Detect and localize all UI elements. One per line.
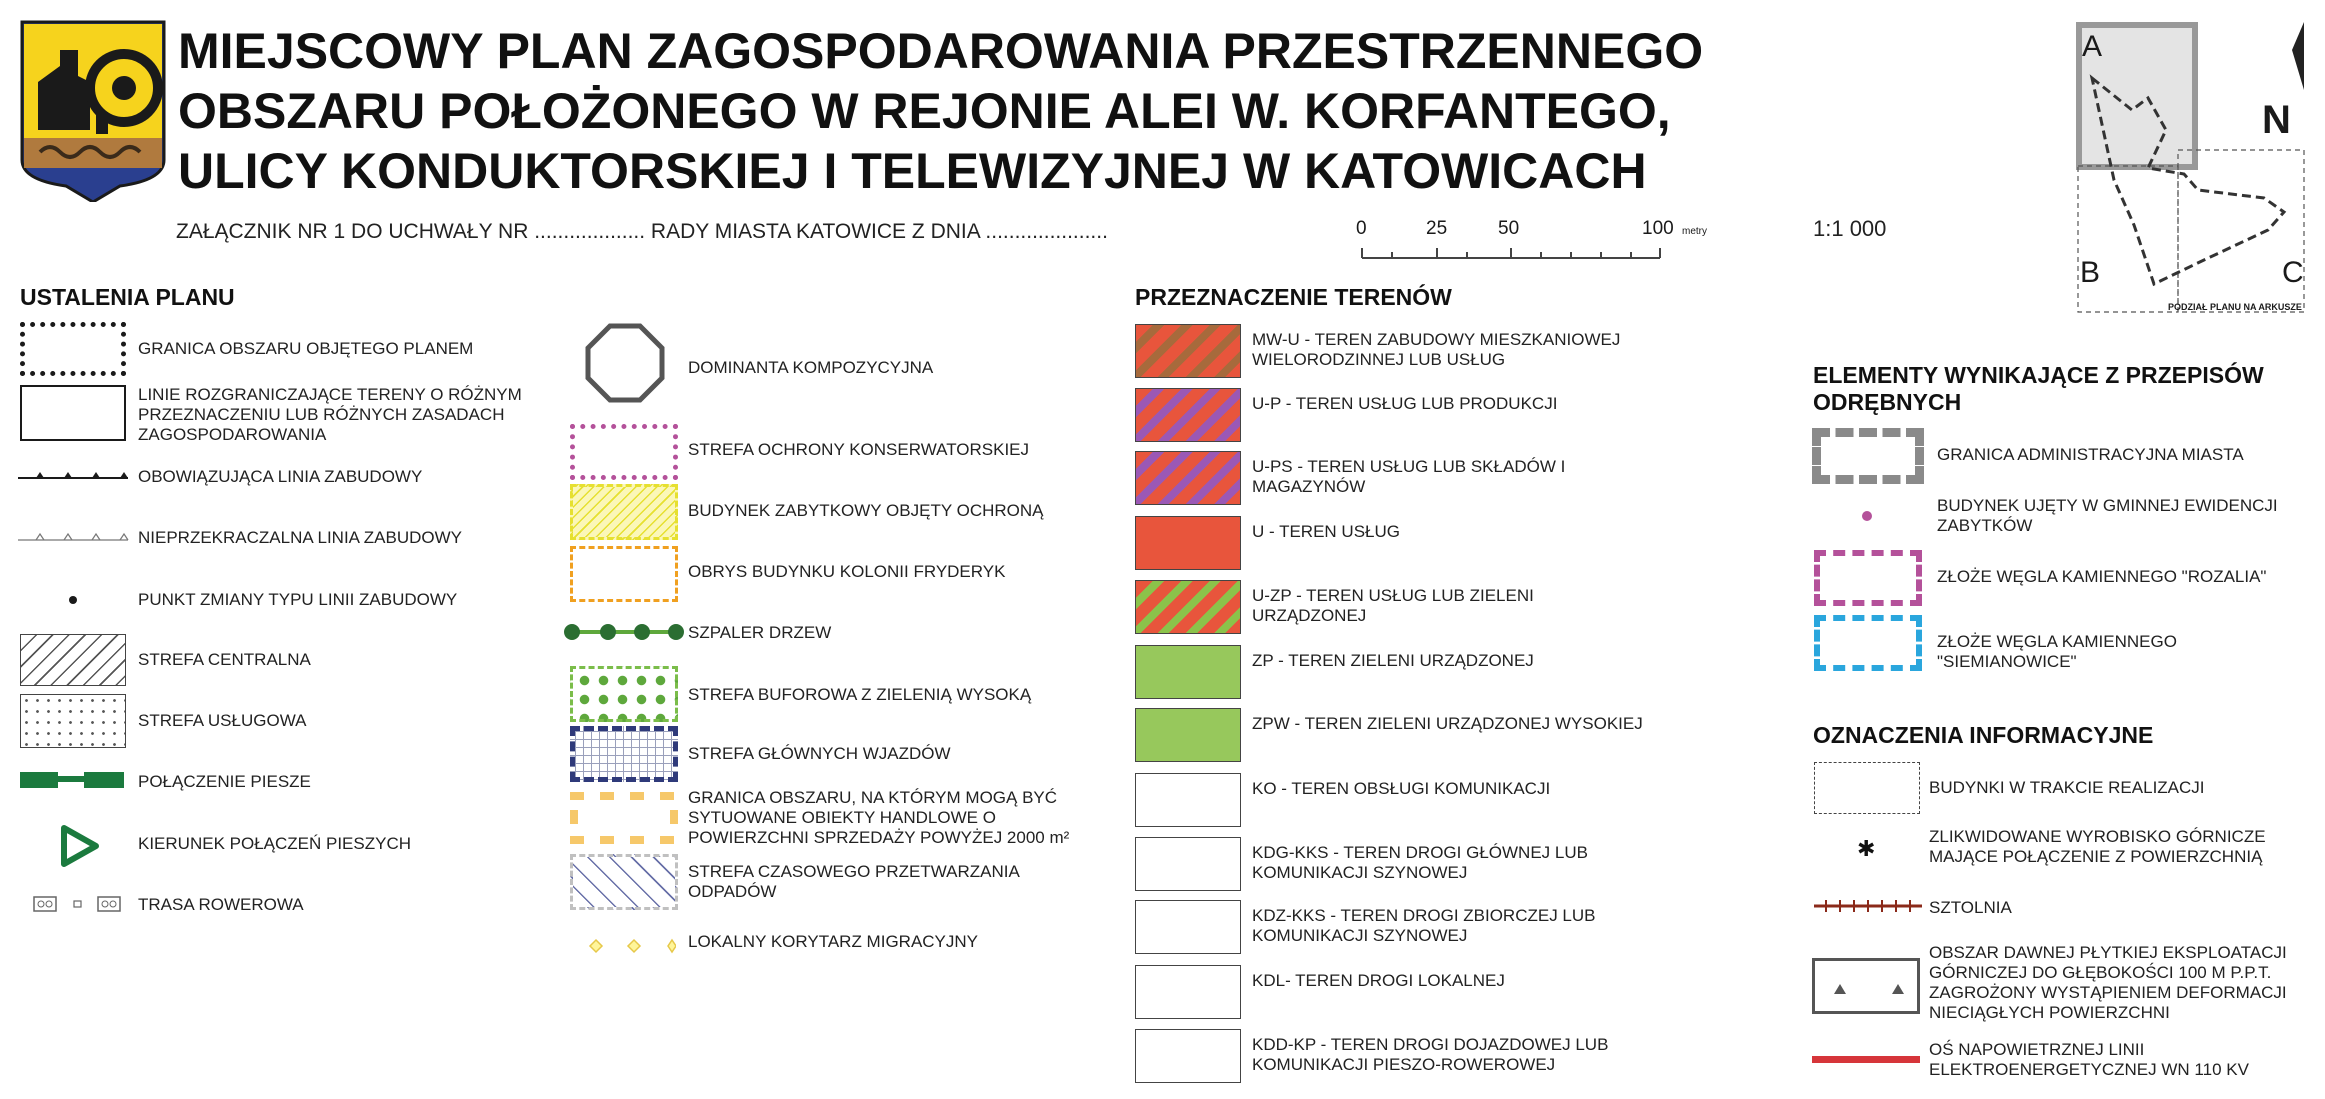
buffer-zone-symbol [570,666,678,722]
subtitle: ZAŁĄCZNIK NR 1 DO UCHWAŁY NR ................... RADY MIASTA KATOWICE Z DNIA ..................... [176,220,1108,243]
registry-monument-symbol [1862,511,1872,521]
bicycle-route-icon [32,894,122,914]
plan2-item-3: BUDYNEK ZABYTKOWY OBJĘTY OCHRONĄ [688,501,1044,520]
plan-item-6: STREFA CENTRALNA [138,650,311,669]
zoning-label: U - TEREN USŁUG [1252,522,1400,541]
zoning-swatch [1135,388,1241,442]
other-rules-item-3: ZŁOŻE WĘGLA KAMIENNEGO "ROZALIA" [1937,567,2267,586]
city-boundary-symbol [1812,428,1924,484]
scale-ratio: 1:1 000 [1813,216,1887,241]
plan2-item-8: GRANICA OBSZARU, NA KTÓRYM MOGĄ BYĆ SYTUOWANE OBIEKTY HANDLOWE O POWIERZCHNI SPRZEDAŻY POWYŻEJ 2000 m² [688,788,1070,847]
pedestrian-direction-icon [56,822,102,870]
plan2-item-2: STREFA OCHRONY KONSERWATORSKIEJ [688,440,1030,459]
zoning-label: KO - TEREN OBSŁUGI KOMUNIKACJI [1252,779,1551,798]
zoning-swatch [1135,1029,1241,1083]
zoning-swatch [1135,773,1241,827]
zoning-label: KDG-KKS - TEREN DROGI GŁÓWNEJ LUB KOMUNIKACJI SZYNOWEJ [1252,843,1588,882]
waste-processing-zone-symbol [570,854,678,910]
plan2-item-10: LOKALNY KORYTARZ MIGRACYJNY [688,932,979,951]
sheet-c-label: C [2282,256,2304,289]
north-arrow-label: N [2262,98,2291,142]
zoning-swatch [1135,900,1241,954]
shallow-mining-triangles [1830,978,1910,998]
retail-boundary-symbol [566,788,682,848]
info-item-2: ZLIKWIDOWANE WYROBISKO GÓRNICZE MAJĄCE POŁĄCZENIE Z POWIERZCHNIĄ [1929,827,2266,866]
plan-item-4: NIEPRZEKRACZALNA LINIA ZABUDOWY [138,528,463,547]
plan2-item-5: SZPALER DRZEW [688,623,832,642]
zoning-swatch [1135,965,1241,1019]
zoning-swatch [1135,324,1241,378]
non-exceedable-building-line-symbol [16,528,130,544]
zoning-swatch [1135,837,1241,891]
zoning-swatch [1135,451,1241,505]
title-line-2: OBSZARU POŁOŻONEGO W REJONIE ALEI W. KORFANTEGO, [178,83,1671,139]
rozalia-deposit-symbol [1814,550,1922,606]
zoning-label: ZP - TEREN ZIELENI URZĄDZONEJ [1252,651,1534,670]
zoning-label: U-P - TEREN USŁUG LUB PRODUKCJI [1252,394,1558,413]
sheet-index-map [2074,20,2314,320]
mandatory-building-line-symbol [16,468,130,484]
plan-item-1: GRANICA OBSZARU OBJĘTEGO PLANEM [138,339,474,358]
scale-tick-0: 0 [1356,218,1367,239]
zoning-label: KDD-KP - TEREN DROGI DOJAZDOWEJ LUB KOMUNIKACJI PIESZO-ROWEROWEJ [1252,1035,1609,1074]
zoning-label: KDZ-KKS - TEREN DROGI ZBIORCZEJ LUB KOMUNIKACJI SZYNOWEJ [1252,906,1596,945]
other-rules-item-2: BUDYNEK UJĘTY W GMINNEJ EWIDENCJI ZABYTKÓW [1937,496,2278,535]
main-entrance-zone-symbol [570,726,678,782]
demarcation-line-symbol [20,385,126,441]
power-line-symbol [1812,1056,1920,1063]
plan2-item-7: STREFA GŁÓWNYCH WJAZDÓW [688,744,951,763]
pedestrian-link-symbol [18,770,128,792]
service-zone-symbol [20,694,126,748]
plan2-item-4: OBRYS BUDYNKU KOLONII FRYDERYK [688,562,1006,581]
plan-item-9: KIERUNEK POŁĄCZEŃ PIESZYCH [138,834,412,853]
point-change-symbol [69,596,77,604]
zoning-label: U-PS - TEREN USŁUG LUB SKŁADÓW I MAGAZYNÓW [1252,457,1566,496]
central-zone-symbol [20,634,126,686]
title-line-1: MIEJSCOWY PLAN ZAGOSPODAROWANIA PRZESTRZENNEGO [178,23,1704,79]
plan-item-8: POŁĄCZENIE PIESZE [138,772,311,791]
sheet-index-caption: PODZIAŁ PLANU NA ARKUSZE [2168,302,2302,312]
sheet-b-label: B [2080,256,2101,289]
info-item-1: BUDYNKI W TRAKCIE REALIZACJI [1929,778,2205,797]
fryderyk-outline-symbol [570,546,678,602]
scale-tick-25: 25 [1426,218,1448,239]
siemianowice-deposit-symbol [1814,615,1922,671]
title-line-3: ULICY KONDUKTORSKIEJ I TELEWIZYJNEJ W KATOWICACH [178,143,1647,199]
conservation-zone-symbol [570,424,678,480]
zoning-swatch [1135,708,1241,762]
scale-tick-100: 100 [1642,218,1674,239]
plan-item-2: LINIE ROZGRANICZAJĄCE TERENY O RÓŻNYM PRZEZNACZENIU LUB RÓŻNYCH ZASADACH ZAGOSPODAROWANIA [138,385,522,444]
info-item-4: OBSZAR DAWNEJ PŁYTKIEJ EKSPLOATACJI GÓRNICZEJ DO GŁĘBOKOŚCI 100 M P.P.T. ZAGROŻONY WYSTĄPIENIEM DEFORMACJI NIECIĄGŁYCH POWIERZCHNI [1929,943,2287,1022]
plan2-item-9: STREFA CZASOWEGO PRZETWARZANIA ODPADÓW [688,862,1019,901]
heritage-building-symbol [570,484,678,540]
zoning-label: MW-U - TEREN ZABUDOWY MIESZKANIOWEJ WIELORODZINNEJ LUB USŁUG [1252,330,1621,369]
building-under-construction-symbol [1814,762,1920,814]
scale-bar [1350,214,1710,264]
other-rules-item-4: ZŁOŻE WĘGLA KAMIENNEGO "SIEMIANOWICE" [1937,632,2177,671]
scale-unit: metry [1682,226,1707,237]
scale-tick-50: 50 [1498,218,1520,239]
zoning-swatch [1135,645,1241,699]
zoning-heading: PRZEZNACZENIE TERENÓW [1135,284,1452,310]
plan-item-3: OBOWIĄZUJĄCA LINIA ZABUDOWY [138,467,423,486]
info-item-3: SZTOLNIA [1929,898,2012,917]
zoning-label: U-ZP - TEREN USŁUG LUB ZIELENI URZĄDZONEJ [1252,586,1534,625]
zoning-swatch [1135,516,1241,570]
zoning-label: ZPW - TEREN ZIELENI URZĄDZONEJ WYSOKIEJ [1252,714,1643,733]
mine-shaft-icon: ✱ [1857,836,1876,861]
sheet-a-label: A [2082,30,2103,63]
plan-heading: USTALENIA PLANU [20,284,235,310]
tree-row-symbol [562,620,686,644]
plan2-item-1: DOMINANTA KOMPOZYCYJNA [688,358,934,377]
plan-item-5: PUNKT ZMIANY TYPU LINII ZABUDOWY [138,590,458,609]
plan2-item-6: STREFA BUFOROWA Z ZIELENIĄ WYSOKĄ [688,685,1032,704]
info-item-5: OŚ NAPOWIETRZNEJ LINII ELEKTROENERGETYCZNEJ WN 110 KV [1929,1040,2249,1079]
other-rules-heading: ELEMENTY WYNIKAJĄCE Z PRZEPISÓW ODRĘBNYCH [1813,362,2264,415]
zoning-swatch [1135,580,1241,634]
city-coat-of-arms [20,20,166,202]
plan-item-10: TRASA ROWEROWA [138,895,304,914]
info-heading: OZNACZENIA INFORMACYJNE [1813,722,2154,748]
migration-corridor-symbol [586,936,676,956]
plan-boundary-symbol [20,322,126,376]
plan-item-7: STREFA USŁUGOWA [138,711,307,730]
adit-symbol [1812,898,1924,914]
other-rules-item-1: GRANICA ADMINISTRACYJNA MIASTA [1937,445,2244,464]
compositional-dominant-icon [582,322,668,404]
zoning-label: KDL- TEREN DROGI LOKALNEJ [1252,971,1505,990]
